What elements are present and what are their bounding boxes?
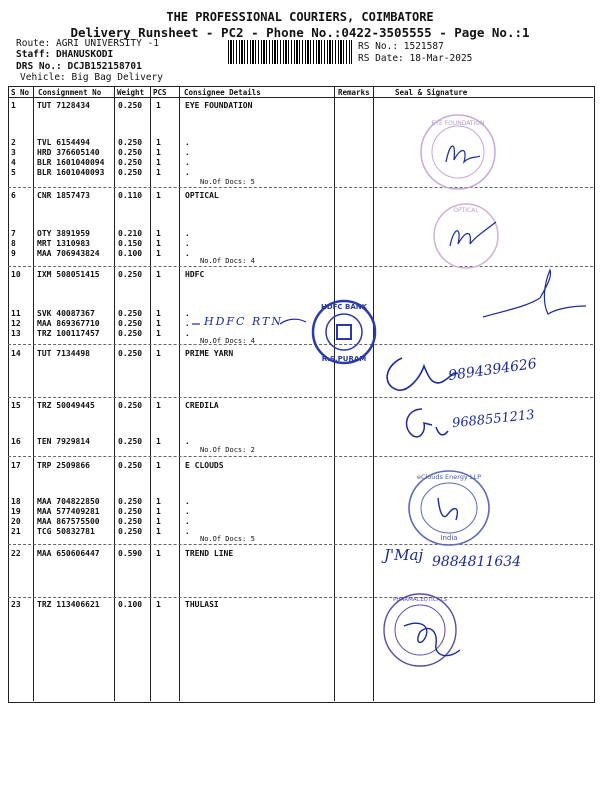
row-consignee: .	[185, 309, 190, 318]
runsheet-table	[8, 86, 595, 703]
col-consignment: Consignment No	[38, 88, 102, 97]
row-weight: 0.250	[118, 527, 143, 536]
row-weight: 0.250	[118, 101, 143, 110]
row-sno: 7	[11, 229, 16, 238]
row-pcs: 1	[156, 101, 161, 110]
row-consignment-no: MAA 704822850	[37, 497, 100, 506]
row-weight: 0.250	[118, 461, 143, 470]
row-consignee: CREDILA	[185, 401, 219, 410]
row-consignment-no: SVK 40087367	[37, 309, 95, 318]
group-separator	[8, 597, 593, 598]
thulasi-stamp-text: PHARMACEUTICALS	[393, 597, 447, 603]
row-weight: 0.100	[118, 600, 143, 609]
row-consignment-no: TCG 50832781	[37, 527, 95, 536]
row-consignee: OPTICAL	[185, 191, 219, 200]
group-separator	[8, 344, 593, 345]
row-sno: 16	[11, 437, 21, 446]
row-consignment-no: TUT 7128434	[37, 101, 90, 110]
col-consignee: Consignee Details	[184, 88, 261, 97]
row-sno: 10	[11, 270, 21, 279]
group-separator	[8, 187, 593, 188]
row-consignment-no: MAA 577409281	[37, 507, 100, 516]
row-sno: 1	[11, 101, 16, 110]
row-weight: 0.250	[118, 401, 143, 410]
row-consignee: PRIME YARN	[185, 349, 234, 358]
company-name: THE PROFESSIONAL COURIERS, COIMBATORE	[166, 10, 434, 24]
row-weight: 0.250	[118, 168, 143, 177]
row-pcs: 1	[156, 148, 161, 157]
row-consignee: .	[185, 497, 190, 506]
trend-line-phone: 9884811634	[432, 554, 522, 570]
row-consignment-no: TRZ 113406621	[37, 600, 100, 609]
row-consignee: THULASI	[185, 600, 219, 609]
doc-count: No.Of Docs: 4	[200, 257, 255, 265]
row-consignment-no: TRZ 50049445	[37, 401, 95, 410]
hdfc-note-strokes	[188, 312, 308, 332]
row-weight: 0.250	[118, 507, 143, 516]
row-pcs: 1	[156, 600, 161, 609]
hdfc-stamp-inner: R.S.PURAM	[321, 355, 367, 363]
col-divider	[114, 86, 115, 701]
row-sno: 6	[11, 191, 16, 200]
row-pcs: 1	[156, 549, 161, 558]
row-consignment-no: HRD 376605140	[37, 148, 100, 157]
row-pcs: 1	[156, 497, 161, 506]
row-consignment-no: OTY 3891959	[37, 229, 90, 238]
row-weight: 0.250	[118, 329, 143, 338]
eclouds-stamp	[406, 468, 492, 548]
row-weight: 0.250	[118, 437, 143, 446]
vehicle: Vehicle: Big Bag Delivery	[20, 72, 163, 83]
row-consignment-no: IXM 508051415	[37, 270, 100, 279]
row-consignee: .	[185, 239, 190, 248]
row-pcs: 1	[156, 401, 161, 410]
row-consignment-no: BLR 1601040093	[37, 168, 105, 177]
row-sno: 22	[11, 549, 21, 558]
row-consignee: .	[185, 168, 190, 177]
row-pcs: 1	[156, 239, 161, 248]
row-consignment-no: TEN 7929814	[37, 437, 90, 446]
row-consignee: .	[185, 229, 190, 238]
row-sno: 18	[11, 497, 21, 506]
prime-yarn-phone: 9894394626	[447, 355, 538, 385]
row-consignee: EYE FOUNDATION	[185, 101, 253, 110]
row-weight: 0.250	[118, 349, 143, 358]
hdfc-bank-stamp	[310, 298, 378, 366]
row-consignment-no: MAA 867575500	[37, 517, 100, 526]
eye-stamp-text: EYE FOUNDATION	[431, 120, 485, 127]
row-consignee: .	[185, 437, 190, 446]
row-sno: 19	[11, 507, 21, 516]
row-pcs: 1	[156, 349, 161, 358]
row-sno: 13	[11, 329, 21, 338]
row-consignment-no: MAA 650606447	[37, 549, 100, 558]
row-consignment-no: MAA 869367710	[37, 319, 100, 328]
row-consignee: HDFC	[185, 270, 205, 279]
row-weight: 0.110	[118, 191, 143, 200]
row-consignment-no: MAA 706943824	[37, 249, 100, 258]
row-pcs: 1	[156, 229, 161, 238]
header-underline	[8, 97, 593, 98]
row-consignee: .	[185, 138, 190, 147]
row-weight: 0.250	[118, 158, 143, 167]
row-pcs: 1	[156, 517, 161, 526]
row-sno: 3	[11, 148, 16, 157]
row-sno: 11	[11, 309, 21, 318]
drs-number: DRS No.: DCJB152158701	[16, 61, 142, 72]
row-consignee: .	[185, 158, 190, 167]
row-consignee: .	[185, 249, 190, 258]
barcode-value	[228, 40, 352, 64]
credila-signature	[398, 405, 450, 445]
row-sno: 20	[11, 517, 21, 526]
row-consignment-no: TUT 7134498	[37, 349, 90, 358]
row-consignee: .	[185, 319, 190, 328]
doc-count: No.Of Docs: 5	[200, 535, 255, 543]
optical-stamp-text: OPTICAL	[453, 207, 479, 214]
optical-stamp	[428, 200, 506, 270]
row-pcs: 1	[156, 249, 161, 258]
row-sno: 8	[11, 239, 16, 248]
col-divider	[179, 86, 180, 701]
row-consignment-no: CNR 1857473	[37, 191, 90, 200]
hdfc-rtn-note: HDFC RTN	[204, 315, 284, 328]
row-pcs: 1	[156, 138, 161, 147]
row-pcs: 1	[156, 461, 161, 470]
col-divider	[334, 86, 335, 701]
rs-number: RS No.: 1521587	[358, 41, 444, 52]
col-weight: Weight	[117, 88, 145, 97]
row-weight: 0.150	[118, 239, 143, 248]
row-consignee: .	[185, 527, 190, 536]
row-weight: 0.250	[118, 319, 143, 328]
doc-count: No.Of Docs: 5	[200, 178, 255, 186]
row-weight: 0.250	[118, 309, 143, 318]
group-separator	[8, 544, 593, 545]
col-pcs: PCS	[153, 88, 167, 97]
hdfc-stamp-outer: HDFC BANK	[320, 303, 368, 311]
row-pcs: 1	[156, 191, 161, 200]
row-sno: 23	[11, 600, 21, 609]
row-weight: 0.100	[118, 249, 143, 258]
row-sno: 21	[11, 527, 21, 536]
route: Route: AGRI UNIVERSITY -1	[16, 38, 159, 49]
row-consignment-no: MRT 1310983	[37, 239, 90, 248]
col-divider	[33, 86, 34, 701]
row-consignee: E CLOUDS	[185, 461, 224, 470]
row-weight: 0.250	[118, 497, 143, 506]
row-consignment-no: TRZ 100117457	[37, 329, 100, 338]
eclouds-stamp-inner: India	[440, 534, 458, 542]
row-pcs: 1	[156, 329, 161, 338]
row-consignment-no: TRP 2509866	[37, 461, 90, 470]
row-weight: 0.210	[118, 229, 143, 238]
row-pcs: 1	[156, 527, 161, 536]
group-separator	[8, 456, 593, 457]
row-sno: 12	[11, 319, 21, 328]
row-sno: 17	[11, 461, 21, 470]
row-consignee: TREND LINE	[185, 549, 234, 558]
staff: Staff: DHANUSKODI	[16, 49, 114, 60]
group-separator	[8, 397, 593, 398]
row-consignment-no: BLR 1601040094	[37, 158, 105, 167]
col-sno: S No	[11, 88, 30, 97]
trend-line-sign: J'Maj	[384, 546, 424, 564]
eclouds-stamp-outer: eClouds Energy LLP	[416, 473, 482, 481]
row-consignee: .	[185, 517, 190, 526]
row-weight: 0.250	[118, 148, 143, 157]
credila-phone: 9688551213	[451, 407, 536, 432]
row-weight: 0.590	[118, 549, 143, 558]
rs-date: RS Date: 18-Mar-2025	[358, 53, 473, 64]
row-pcs: 1	[156, 158, 161, 167]
row-pcs: 1	[156, 168, 161, 177]
row-pcs: 1	[156, 270, 161, 279]
doc-count: No.Of Docs: 2	[200, 446, 255, 454]
col-seal-signature: Seal & Signature	[395, 88, 468, 97]
row-consignment-no: TVL 6154494	[37, 138, 90, 147]
col-divider	[150, 86, 151, 701]
row-pcs: 1	[156, 309, 161, 318]
hdfc-signature	[478, 262, 588, 322]
row-pcs: 1	[156, 319, 161, 328]
row-sno: 9	[11, 249, 16, 258]
row-pcs: 1	[156, 507, 161, 516]
runsheet-title: Delivery Runsheet - PC2 - Phone No.:0422-3505555 - Page No.:1	[70, 25, 530, 40]
row-consignee: .	[185, 148, 190, 157]
row-weight: 0.250	[118, 138, 143, 147]
col-divider	[373, 86, 374, 701]
col-remarks: Remarks	[338, 88, 370, 97]
row-weight: 0.250	[118, 517, 143, 526]
thulasi-stamp	[378, 590, 470, 672]
row-pcs: 1	[156, 437, 161, 446]
row-weight: 0.250	[118, 270, 143, 279]
row-sno: 5	[11, 168, 16, 177]
row-sno: 14	[11, 349, 21, 358]
doc-count: No.Of Docs: 4	[200, 337, 255, 345]
row-consignee: .	[185, 329, 190, 338]
row-consignee: .	[185, 507, 190, 516]
row-sno: 15	[11, 401, 21, 410]
eye-foundation-stamp	[418, 112, 498, 192]
row-sno: 2	[11, 138, 16, 147]
row-sno: 4	[11, 158, 16, 167]
